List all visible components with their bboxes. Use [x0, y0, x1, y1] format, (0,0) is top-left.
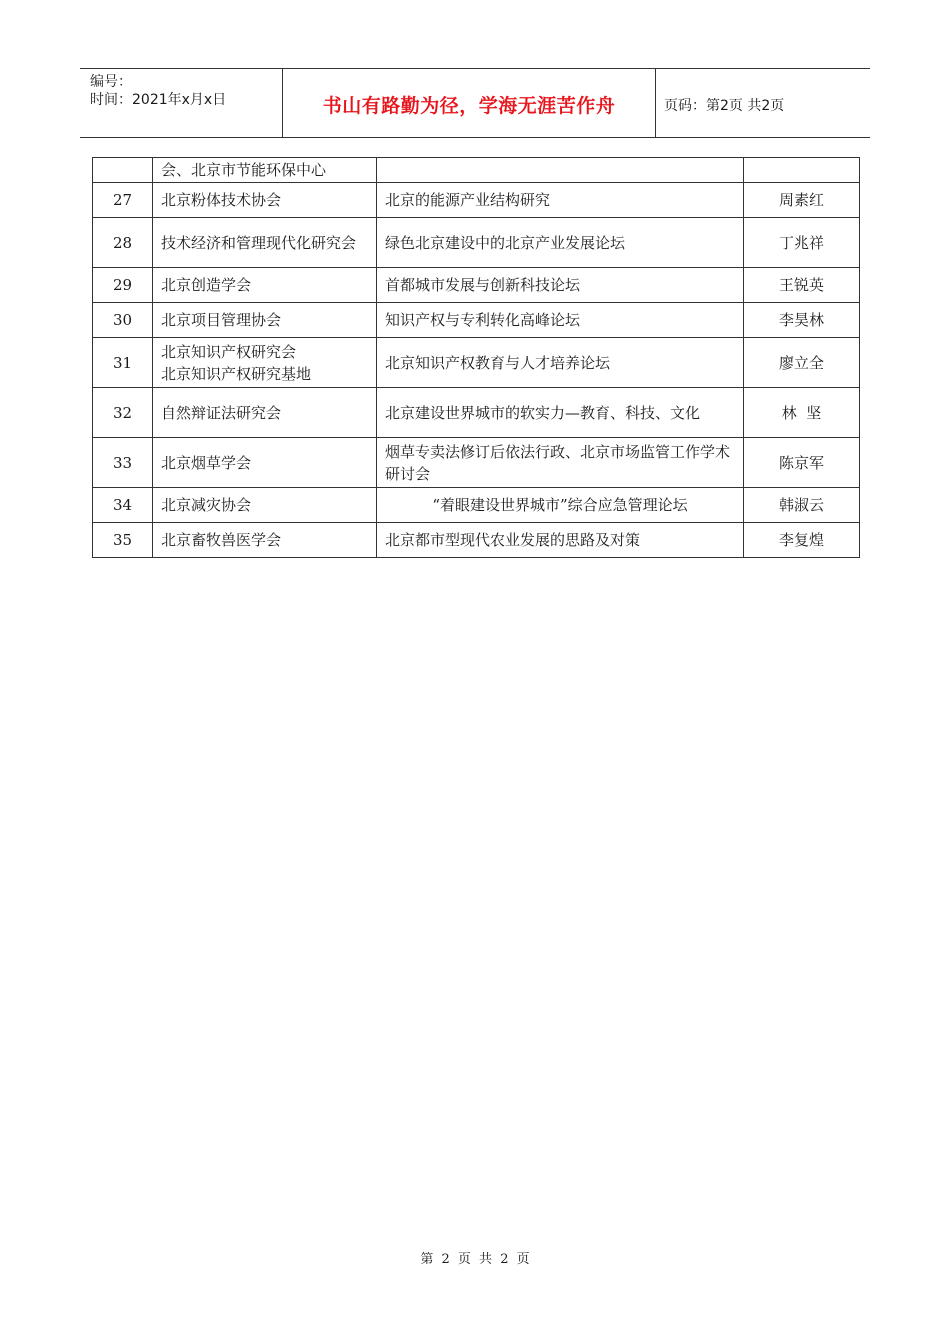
row-topic: 绿色北京建设中的北京产业发展论坛 [377, 218, 744, 268]
row-topic: 北京建设世界城市的软实力—教育、科技、文化 [377, 388, 744, 438]
row-topic: 首都城市发展与创新科技论坛 [377, 268, 744, 303]
row-topic: 烟草专卖法修订后依法行政、北京市场监管工作学术研讨会 [377, 438, 744, 488]
header-motto [283, 69, 655, 137]
forum-table [92, 157, 860, 558]
row-contact: 丁兆祥 [744, 218, 860, 268]
row-organization: 会、北京市节能环保中心 [153, 158, 377, 183]
row-number: 34 [93, 488, 153, 523]
time-label: 时间：2021年x月x日 [90, 92, 227, 108]
page-header [80, 68, 870, 138]
row-organization: 北京畜牧兽医学会 [153, 523, 377, 558]
row-number: 31 [93, 338, 153, 388]
row-topic: 北京都市型现代农业发展的思路及对策 [377, 523, 744, 558]
row-contact: 周素红 [744, 183, 860, 218]
row-number: 33 [93, 438, 153, 488]
row-organization: 北京减灾协会 [153, 488, 377, 523]
row-number: 32 [93, 388, 153, 438]
table-row [93, 303, 860, 338]
table-row [93, 438, 860, 488]
row-contact: 陈京军 [744, 438, 860, 488]
row-organization: 技术经济和管理现代化研究会 [153, 218, 377, 268]
row-number: 35 [93, 523, 153, 558]
table-row [93, 183, 860, 218]
row-number: 27 [93, 183, 153, 218]
footer-page-number: 第 2 页 共 2 页 [420, 1252, 530, 1267]
row-organization: 自然辩证法研究会 [153, 388, 377, 438]
page-footer [0, 1248, 950, 1267]
row-organization: 北京烟草学会 [153, 438, 377, 488]
row-contact [744, 158, 860, 183]
row-topic [377, 158, 744, 183]
row-contact: 李复煌 [744, 523, 860, 558]
page-indicator: 页码：第2页 共2页 [664, 98, 785, 114]
table-row [93, 338, 860, 388]
row-number [93, 158, 153, 183]
row-topic: 北京的能源产业结构研究 [377, 183, 744, 218]
header-meta [80, 69, 282, 137]
table-row [93, 268, 860, 303]
row-contact: 廖立全 [744, 338, 860, 388]
serial-label: 编号： [90, 74, 132, 90]
row-organization: 北京知识产权研究会 北京知识产权研究基地 [153, 338, 377, 388]
row-topic: 知识产权与专利转化高峰论坛 [377, 303, 744, 338]
motto-text: 书山有路勤为径，学海无涯苦作舟 [322, 95, 616, 117]
row-topic: 北京知识产权教育与人才培养论坛 [377, 338, 744, 388]
row-organization: 北京项目管理协会 [153, 303, 377, 338]
row-contact: 王锐英 [744, 268, 860, 303]
row-contact: 李昊林 [744, 303, 860, 338]
header-divider [655, 69, 656, 137]
table-row [93, 158, 860, 183]
row-organization: 北京创造学会 [153, 268, 377, 303]
row-number: 29 [93, 268, 153, 303]
row-contact: 林 坚 [744, 388, 860, 438]
table-row [93, 388, 860, 438]
table-row [93, 523, 860, 558]
table-row [93, 488, 860, 523]
row-number: 30 [93, 303, 153, 338]
row-contact: 韩淑云 [744, 488, 860, 523]
table-row [93, 218, 860, 268]
row-topic: “着眼建设世界城市”综合应急管理论坛 [377, 488, 744, 523]
row-number: 28 [93, 218, 153, 268]
row-organization: 北京粉体技术协会 [153, 183, 377, 218]
